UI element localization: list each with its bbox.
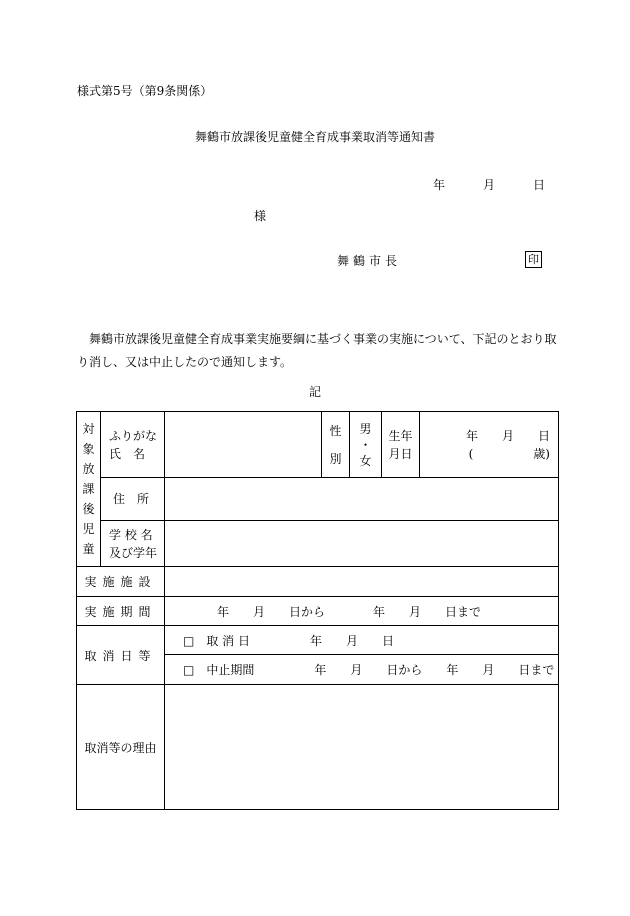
ki-heading: 記 bbox=[308, 385, 321, 399]
sex-label-cell bbox=[322, 412, 350, 478]
date-month: 月 bbox=[483, 178, 496, 192]
facility-label-cell bbox=[77, 567, 165, 597]
sex-label-1: 性 bbox=[329, 423, 342, 438]
period-value: 年 月 日から 年 月 日まで bbox=[217, 604, 482, 619]
birth-label-cell bbox=[382, 412, 420, 478]
birth-age: ( 歳) bbox=[468, 446, 550, 461]
school-label-2: 及び学年 bbox=[109, 545, 158, 560]
sex-label-2: 別 bbox=[329, 451, 342, 466]
date-year: 年 bbox=[433, 178, 446, 192]
name-label: 氏 名 bbox=[109, 446, 146, 461]
date-day: 日 bbox=[533, 178, 546, 192]
sex-male[interactable]: 男 bbox=[359, 421, 372, 436]
address-label: 住 所 bbox=[113, 492, 150, 506]
sex-dot: ・ bbox=[359, 437, 372, 452]
cancel-option-2[interactable]: □ 中止期間 年 月 日から 年 月 日まで bbox=[183, 663, 555, 677]
facility-input-cell[interactable] bbox=[165, 567, 559, 597]
furigana-label: ふりがな bbox=[109, 428, 158, 443]
name-input-cell[interactable] bbox=[165, 412, 322, 478]
reason-label-cell bbox=[77, 685, 165, 810]
subject-label-cell bbox=[77, 412, 101, 567]
date-line bbox=[433, 176, 545, 193]
birth-ymd: 年 月 日 bbox=[465, 428, 550, 443]
notice-body: 舞鶴市放課後児童健全育成事業実施要綱に基づく事業の実施について、下記のとおり取り消し、又は中止したので通知します。 bbox=[77, 332, 557, 369]
cancel-label: 取消日等 bbox=[84, 648, 157, 663]
subject-label: 対象放課後児童 bbox=[82, 422, 95, 556]
period-label-cell bbox=[77, 597, 165, 626]
reason-label: 取消等の理由 bbox=[84, 740, 157, 755]
period-value-cell[interactable] bbox=[165, 597, 559, 626]
cancel-option-1[interactable]: □ 取 消 日 年 月 日 bbox=[183, 633, 394, 648]
notice-form-table bbox=[76, 411, 559, 810]
name-label-cell bbox=[101, 412, 165, 478]
sex-female[interactable]: 女 bbox=[359, 453, 372, 468]
sex-options-cell[interactable] bbox=[350, 412, 382, 478]
school-input-cell[interactable] bbox=[165, 521, 559, 567]
period-label: 実施期間 bbox=[84, 604, 157, 619]
document-title: 舞鶴市放課後児童健全育成事業取消等通知書 bbox=[194, 130, 435, 144]
reason-input-cell[interactable] bbox=[165, 685, 559, 810]
address-label-cell bbox=[101, 478, 165, 521]
school-label-1: 学 校 名 bbox=[109, 527, 153, 542]
cancel-option-2-cell[interactable] bbox=[165, 655, 559, 685]
cancel-option-1-cell[interactable] bbox=[165, 626, 559, 655]
addressee-suffix: 様 bbox=[254, 209, 267, 223]
birth-label-1: 生年 bbox=[388, 428, 413, 443]
seal-mark: 印 bbox=[525, 251, 542, 268]
form-number: 様式第5号（第9条関係） bbox=[77, 84, 213, 98]
birth-input-cell[interactable] bbox=[420, 412, 559, 478]
school-label-cell bbox=[101, 521, 165, 567]
cancel-label-cell bbox=[77, 626, 165, 685]
facility-label: 実施施設 bbox=[84, 575, 157, 589]
issuer-name: 舞鶴市長 bbox=[337, 254, 402, 268]
address-input-cell[interactable] bbox=[165, 478, 559, 521]
birth-label-2: 月日 bbox=[388, 446, 413, 461]
